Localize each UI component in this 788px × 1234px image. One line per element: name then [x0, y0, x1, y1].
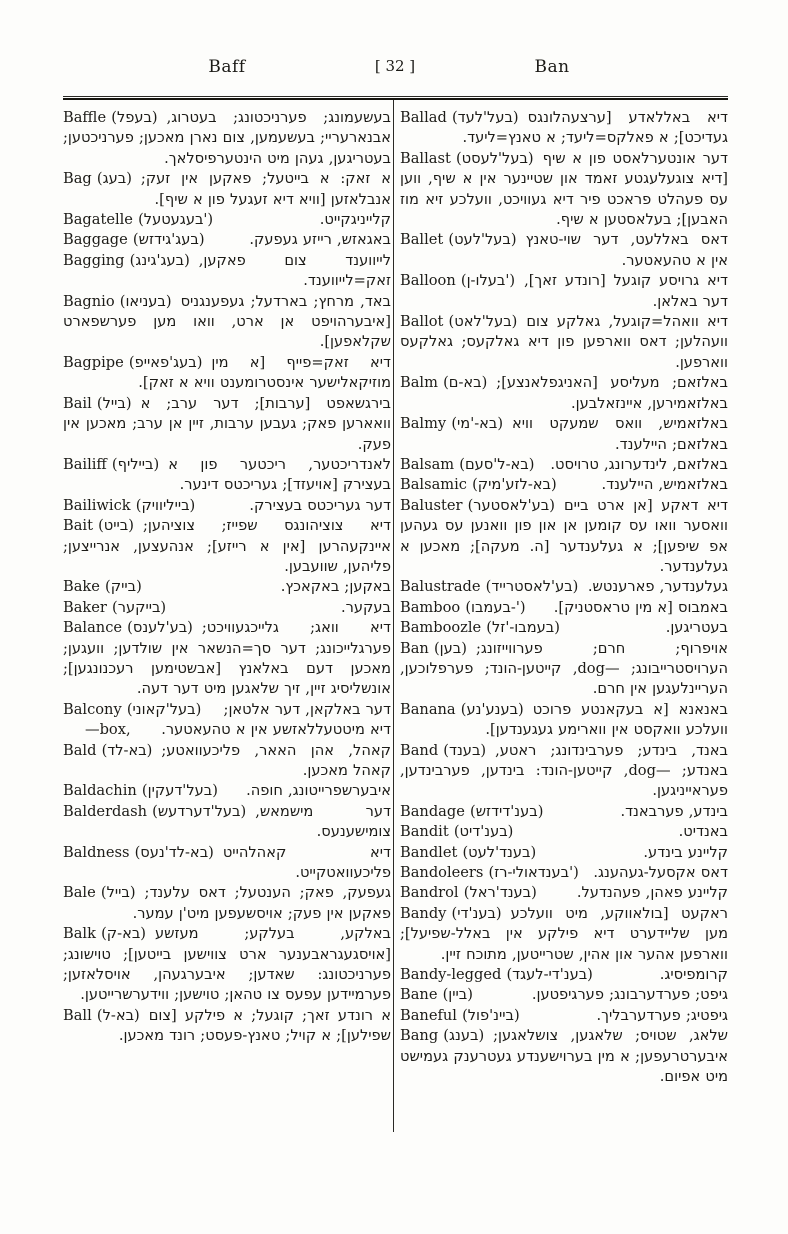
- dictionary-entry: [400, 741, 728, 802]
- entry-definition: באלזאם; מעליסע [האניגפלאנצע]; באלזאמירען, איינזאלבען.: [496, 374, 728, 412]
- entry-definition: דאס אקסעל-געהענג.: [593, 864, 728, 882]
- entry-headword: Baneful (ביינ'פול): [400, 1006, 520, 1024]
- entry-definition: באלקע, בעלקע; מעזשע [אויסגעגראבענער ארט צווישען בייטען]; טוישונג; פערניכטונג: שאדען; איבערגעהן, אויסלאזען; פערמיידען עפעס צו טהאן; טוישען; ווידערשרייטען.: [63, 925, 391, 1004]
- entry-headword: Balcony (בעל'קאוני): [63, 700, 202, 718]
- dictionary-entry: [63, 169, 391, 210]
- dictionary-entry: [63, 700, 391, 720]
- entry-definition: בירגשאפט [ערבות]; דער ערב; א וואארען פאק; געבען ערבות, זיין אן ערב; מאכען אין פעק.: [63, 394, 391, 453]
- entry-definition: באמבוס [א מין טראסטניק].: [553, 598, 728, 616]
- entry-headword: Bag (בעג): [63, 170, 132, 188]
- entry-definition: דער געריכטס בעצירק.: [249, 496, 391, 514]
- entry-definition: דער מישמאש, צומישענעס.: [255, 802, 391, 841]
- entry-headword: Bailiwick (בייליוויק): [63, 496, 196, 514]
- entry-definition: דיא וואג; גלייכגעוויכט; פערגלייכונג; דער סך=הנשאר אין שולדען; וועגען; מאכען דעם באלאנץ [אבשטימען רעכנונגען]; אונשליסיג זיין, זיך שלאגען מיט דער דעה.: [63, 619, 391, 698]
- entry-definition: דיא וואהל=קוגעל, גאלקע צום וועהלען; דאס ווארפען פון דיא גאלקעס; גאלקעס ווארפען.: [400, 313, 728, 371]
- dictionary-entry: [400, 455, 728, 475]
- dictionary-entry: [63, 251, 391, 292]
- dictionary-entry: [63, 230, 391, 250]
- entry-headword: Ballad (בעל'לעד): [400, 109, 519, 126]
- dictionary-entry: [63, 292, 391, 353]
- entry-headword: Bandy-legged (בענ'די-לעגד): [400, 966, 593, 984]
- dictionary-entry: [63, 618, 391, 700]
- column-divider: [393, 100, 394, 1132]
- entry-headword: Baldness (בא-לד'נעס): [63, 843, 214, 861]
- entry-definition: דער אונטערלאסט פון א שיף [דיא צוגעלעגטע זאמד און שטיינער אין א שיף, ווען עס פעהלט פראכט פיר דיא געוויכט, וועלכע זיא מוז האבען]; בעלאסטען א שיף.: [400, 149, 728, 229]
- entry-definition: קליינע פאהן, פעהנדעל.: [576, 884, 728, 902]
- entry-headword: Baffle (בעפל): [63, 109, 158, 126]
- right-column: [400, 108, 728, 1088]
- entry-definition: באנד, בינדע; פערבינדונג; ראטע, באנדע; —dog, קייטען-הונד: בינדען, פערבינדען, פעראייניגען.: [400, 741, 728, 800]
- entry-headword: Bandlet (בענד'לעט): [400, 843, 537, 861]
- entry-definition: דיא זאק=פייף [א מין מוזיקאלישער אינסטרומענט וויא א זאק].: [138, 353, 391, 392]
- entry-headword: Baluster (בע'לאסטער): [400, 496, 555, 514]
- entry-definition: באלזאמיש, היילענד.: [601, 476, 728, 494]
- entry-definition: באלזאמיש, וואס שמעקט וויא באלזאם; היילענד.: [512, 415, 728, 453]
- entry-headword: Bane (ביין): [400, 986, 473, 1004]
- entry-definition: קליינע בינדע.: [643, 843, 728, 861]
- dictionary-entry: [400, 985, 728, 1005]
- dictionary-entry: [400, 883, 728, 903]
- entry-headword: Balderdash (בעל'דערדעש): [63, 802, 247, 820]
- dictionary-entry: [400, 108, 728, 149]
- entry-definition: דער באלקאן, דער אלטאן;: [223, 700, 391, 718]
- entry-headword: Balustrade (בע'לאסטרייד): [400, 578, 579, 596]
- entry-headword: Balsamic (בא-לזע'מיק): [400, 476, 557, 494]
- dictionary-entry: [400, 577, 728, 597]
- entry-headword: Bagging (בעג'גינג): [63, 251, 190, 269]
- entry-headword: Ballot (בעל'לאט): [400, 313, 518, 331]
- entry-definition: דיא צוציהונגס שפייז; צוציהען; איינקעהרען [אין א רייזע]; אנהעצען, אנרייצען; פליהען, שוועבען.: [63, 517, 391, 575]
- entry-definition: געלענדער, פארענטש.: [587, 578, 728, 596]
- entry-headword: Bailiff (בייליף): [63, 455, 160, 473]
- dictionary-entry: [400, 1006, 728, 1026]
- entry-headword: Ball (בא-ל): [63, 1006, 140, 1024]
- dictionary-sub-entry: [63, 720, 391, 740]
- dictionary-entry: [63, 496, 391, 516]
- dictionary-entry: [63, 516, 391, 577]
- entry-definition: לייווענד צום פאקען, זאק=לייווענד.: [198, 251, 391, 290]
- entry-definition: גיפט; פערדערבונג; פערגיפטען.: [531, 986, 728, 1004]
- entry-headword: Bagpipe (בעג'פאייפ): [63, 353, 203, 371]
- entry-definition: לאנדריכטער, ריכטער פון א בעצירק [אויעזד]; געריכטס דינער.: [168, 455, 391, 494]
- dictionary-entry: [63, 924, 391, 1006]
- dictionary-entry: [63, 353, 391, 394]
- entry-headword: Baker (בייקער): [63, 598, 167, 616]
- dictionary-entry: [400, 271, 728, 312]
- entry-headword: Ban (בען): [400, 639, 467, 657]
- entry-headword: Ballast (בעל'לעסט): [400, 149, 534, 167]
- entry-headword: Bandit (בענ'דיט): [400, 823, 514, 841]
- dictionary-entry: [63, 1006, 391, 1047]
- entry-definition: דאס באללעט, דער שוי-טאנץ אין א טהעאטער.: [525, 231, 728, 269]
- header-rule: [63, 96, 728, 100]
- entry-definition: קאהל, אהן האאר, פליכעוואטע; קאהל מאכען.: [161, 741, 391, 779]
- entry-definition: בינדע, פערבאנד.: [620, 802, 728, 820]
- entry-headword: Bandrol (בענד'ראל): [400, 884, 537, 902]
- dictionary-entry: [400, 496, 728, 578]
- dictionary-entry: [400, 700, 728, 741]
- entry-definition: קרומפיסיג.: [659, 966, 728, 984]
- entry-headword: Bale (בייל): [63, 884, 136, 902]
- dictionary-entry: [63, 741, 391, 782]
- entry-headword: Balsam (בא-ל'סעם): [400, 455, 535, 473]
- dictionary-entry: [400, 373, 728, 414]
- dictionary-entry: [400, 618, 728, 638]
- entry-definition: שלאג, שטויס; שלאגען, צושלאגען; איבערטרעפען; א מין בערוישענדע געטרענק געמישט מיט אפיום.: [400, 1027, 728, 1086]
- entry-headword: Bamboozle (בעמבו-'זל): [400, 619, 560, 637]
- entry-definition: באנדיט.: [678, 823, 728, 841]
- dictionary-entry: [400, 475, 728, 495]
- dictionary-entry: [63, 455, 391, 496]
- dictionary-entry: [400, 822, 728, 842]
- entry-headword: Bail (בייל): [63, 394, 132, 412]
- dictionary-entry: [400, 149, 728, 231]
- header-guide-word-right: Ban: [534, 57, 570, 77]
- entry-headword: Balloon (בעלו-ן'): [400, 272, 516, 290]
- entry-definition: א זאק: א בייטעל; פאקען אין זעק; אנבלאזען [וויא דיא זעגעל פון א שיף].: [140, 170, 391, 208]
- sub-entry-headword: —box,: [85, 721, 131, 739]
- entry-definition: אויפרוף; חרם; פערווייזונג; הערויסטרייבונג; —dog, קייטען-הונד; פערפלוכען, העריינלעגען אין חרם.: [400, 639, 729, 698]
- header-guide-word-left: Baff: [208, 57, 246, 77]
- entry-headword: Baldachin (בעל'דעקין): [63, 782, 218, 800]
- entry-headword: Balance (בע'לענס): [63, 619, 193, 637]
- entry-definition: א רונדע זאך; קוגעל; א פילקע [צום שפילען]; א קויל; טאנץ-פעסט; רונד מאכען.: [118, 1006, 391, 1045]
- entry-headword: Bald (בא-לד): [63, 741, 153, 759]
- entry-headword: Band (בענד): [400, 741, 487, 759]
- entry-definition: בעטריגען.: [665, 619, 728, 637]
- entry-definition: קלייניגקייט.: [319, 211, 391, 229]
- entry-headword: Balmy (בא-'מי): [400, 415, 504, 433]
- dictionary-entry: [400, 802, 728, 822]
- dictionary-entry: [400, 230, 728, 271]
- entry-definition: דיא דאקע [אן ארט ביים וואסער וואו עס קומען אן און פון וואנען עס געהען אפ שיפען]; א געלענדער [ה. מעקה]; מאכען א געלענדער.: [400, 496, 728, 575]
- entry-headword: Bait (בייט): [63, 517, 134, 535]
- entry-headword: Bandoleers (בענדאולי-רז'): [400, 864, 579, 882]
- entry-definition: דיא באללאדע [ערצעהלונגס געדיכט]; א פאלקס=ליעד; א טאנץ=ליעד.: [462, 109, 728, 147]
- dictionary-entry: [63, 577, 391, 597]
- entry-definition: בעשעמונג; פערניכטונג; בעטרוג, אבנארעריי; בעשעמען, צום נארן מאכען; פערניכטען; בעטריגען, געהן מיט הינטערפיסלאך.: [63, 109, 391, 167]
- page-header: [63, 57, 727, 81]
- dictionary-entry: [63, 883, 391, 924]
- entry-definition: איבערשפרייטונג, חופה.: [246, 782, 391, 800]
- dictionary-entry: [400, 1026, 728, 1087]
- dictionary-entry: [400, 639, 728, 700]
- header-page-number: [ 32 ]: [374, 57, 416, 75]
- entry-headword: Bake (בייק): [63, 578, 142, 596]
- entry-definition: גיפטיג; פערדערבליך.: [596, 1006, 728, 1024]
- entry-definition: בעקער.: [341, 598, 391, 616]
- entry-headword: Balk (בא-ק): [63, 925, 146, 943]
- dictionary-entry: [63, 108, 391, 169]
- dictionary-entry: [400, 414, 728, 455]
- dictionary-entry: [63, 781, 391, 801]
- dictionary-entry: [400, 598, 728, 618]
- dictionary-entry: [400, 843, 728, 863]
- entry-definition: באנאנא [א בעקאנטע פרוכט וועלכע וואקסט אין ווארימע געגענדען].: [485, 700, 728, 739]
- entry-definition: דיא גרויסע קוגעל [רונדע זאך], דער באלאן.: [524, 272, 728, 310]
- entry-headword: Bandage (בענ'דידזש): [400, 802, 544, 820]
- entry-definition: דיא קאהלהייט פליכעוואטקייט.: [222, 843, 391, 882]
- entry-headword: Ballet (בעל'לעט): [400, 231, 517, 249]
- dictionary-entry: [400, 863, 728, 883]
- left-column: [63, 108, 391, 1047]
- entry-headword: Bamboo (בעמבו-'): [400, 598, 526, 616]
- entry-definition: געפעק, פאק; הענטעל; דאס עלענד; פאקען אין פעק; אויסשעפען מיט'ן עמער.: [132, 884, 391, 922]
- dictionary-entry: [63, 394, 391, 455]
- entry-definition: באגאזש, רייזע געפעק.: [249, 231, 391, 249]
- sub-entry-definition: דיא מיטטעללאזשע אין א טהעאטער.: [161, 721, 391, 739]
- entry-headword: Bagnio (בעניאו): [63, 292, 172, 310]
- dictionary-entry: [400, 312, 728, 373]
- dictionary-entry: [63, 210, 391, 230]
- entry-definition: באקען; באקאכץ.: [280, 578, 391, 596]
- dictionary-entry: [400, 904, 728, 965]
- entry-headword: Banana (בענע'נע): [400, 700, 524, 718]
- entry-headword: Bang (בענג): [400, 1027, 485, 1045]
- entry-definition: ראקעט [בולאווקע, מיט וועלכע מען שליידערט דיא פילקע אין באלל-שפיעל]; ווארפען אהער און אהין, שטרייטען, מתוכח זיין.: [400, 904, 728, 963]
- entry-headword: Bandy (בענ'די): [400, 904, 502, 922]
- entry-headword: Balm (בא-ם): [400, 374, 488, 392]
- dictionary-entry: [400, 965, 728, 985]
- dictionary-entry: [63, 802, 391, 843]
- entry-headword: Baggage (בעג'גידזש): [63, 231, 205, 249]
- entry-headword: Bagatelle (בעגעטעל'): [63, 211, 214, 229]
- entry-definition: באד, מרחץ; בארדעל; געפענגניס [איבערהויפט אן ארט, וואו מען פערשפארט שקלאפען].: [63, 292, 391, 351]
- dictionary-entry: [63, 598, 391, 618]
- entry-definition: באלזאם, לינדערונג, טרויסט.: [550, 455, 728, 473]
- dictionary-entry: [63, 843, 391, 884]
